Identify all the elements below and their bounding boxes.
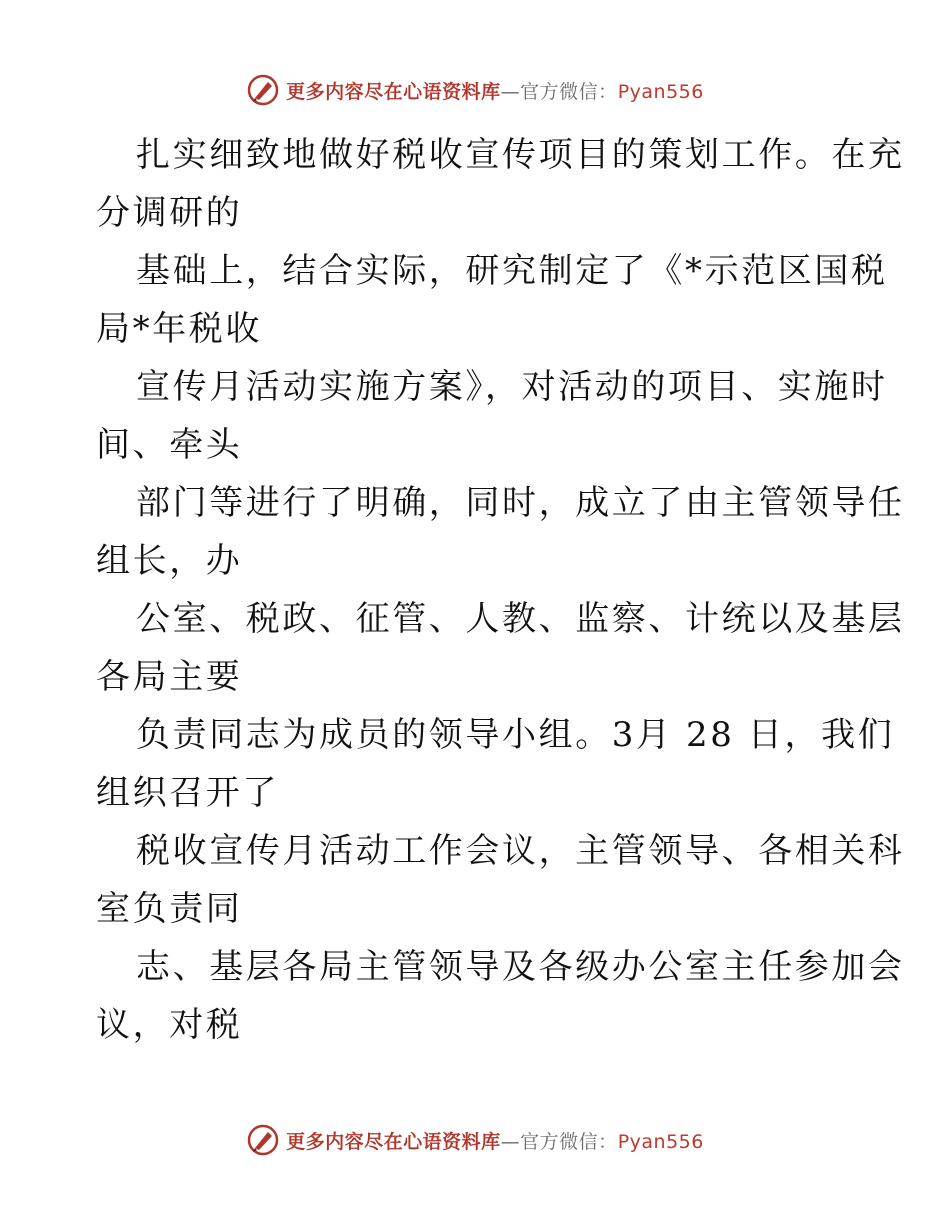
paragraph-continuation: 组长，办 <box>96 541 243 581</box>
paragraph <box>96 358 888 474</box>
paragraph-continuation: 组织召开了 <box>96 773 279 813</box>
paragraph <box>96 590 905 706</box>
paragraph <box>96 938 905 1054</box>
banner-wechat-id: Pyan556 <box>617 80 704 103</box>
paragraph <box>96 126 905 242</box>
paragraph-continuation: 间、牵头 <box>96 425 243 465</box>
paragraph <box>96 822 905 938</box>
banner-dash: — <box>500 1130 521 1153</box>
paragraph-continuation: 议，对税 <box>96 1005 243 1045</box>
banner-dash: — <box>500 80 521 103</box>
banner-site-text: 更多内容尽在心语资料库 <box>286 80 501 103</box>
paragraph-first-line: 负责同志为成员的领导小组。3月 28 日，我们 <box>136 715 895 755</box>
banner-text <box>286 77 704 104</box>
paragraph-continuation: 室负责同 <box>96 889 243 929</box>
pen-logo-icon <box>246 73 280 107</box>
paragraph <box>96 706 895 822</box>
header-watermark-banner <box>0 70 950 110</box>
paragraph-first-line: 宣传月活动实施方案》，对活动的项目、实施时 <box>136 367 888 407</box>
paragraph-first-line: 公室、税政、征管、人教、监察、计统以及基层 <box>136 599 905 639</box>
banner-wechat-label: 官方微信： <box>520 80 618 103</box>
document-body <box>96 126 905 1054</box>
paragraph-first-line: 基础上，结合实际，研究制定了《*示范区国税 <box>136 251 888 291</box>
paragraph-continuation: 各局主要 <box>96 657 243 697</box>
paragraph-continuation: 分调研的 <box>96 193 243 233</box>
footer-watermark-banner <box>0 1120 950 1160</box>
paragraph-first-line: 扎实细致地做好税收宣传项目的策划工作。在充 <box>136 135 905 175</box>
paragraph-first-line: 志、基层各局主管领导及各级办公室主任参加会 <box>136 947 905 987</box>
paragraph-first-line: 部门等进行了明确，同时，成立了由主管领导任 <box>136 483 905 523</box>
paragraph-continuation: 局*年税收 <box>96 309 262 349</box>
banner-text <box>286 1127 704 1154</box>
paragraph <box>96 242 888 358</box>
banner-wechat-label: 官方微信： <box>520 1130 618 1153</box>
paragraph-first-line: 税收宣传月活动工作会议，主管领导、各相关科 <box>136 831 905 871</box>
paragraph <box>96 474 905 590</box>
banner-site-text: 更多内容尽在心语资料库 <box>286 1130 501 1153</box>
banner-wechat-id: Pyan556 <box>617 1130 704 1153</box>
pen-logo-icon <box>246 1123 280 1157</box>
